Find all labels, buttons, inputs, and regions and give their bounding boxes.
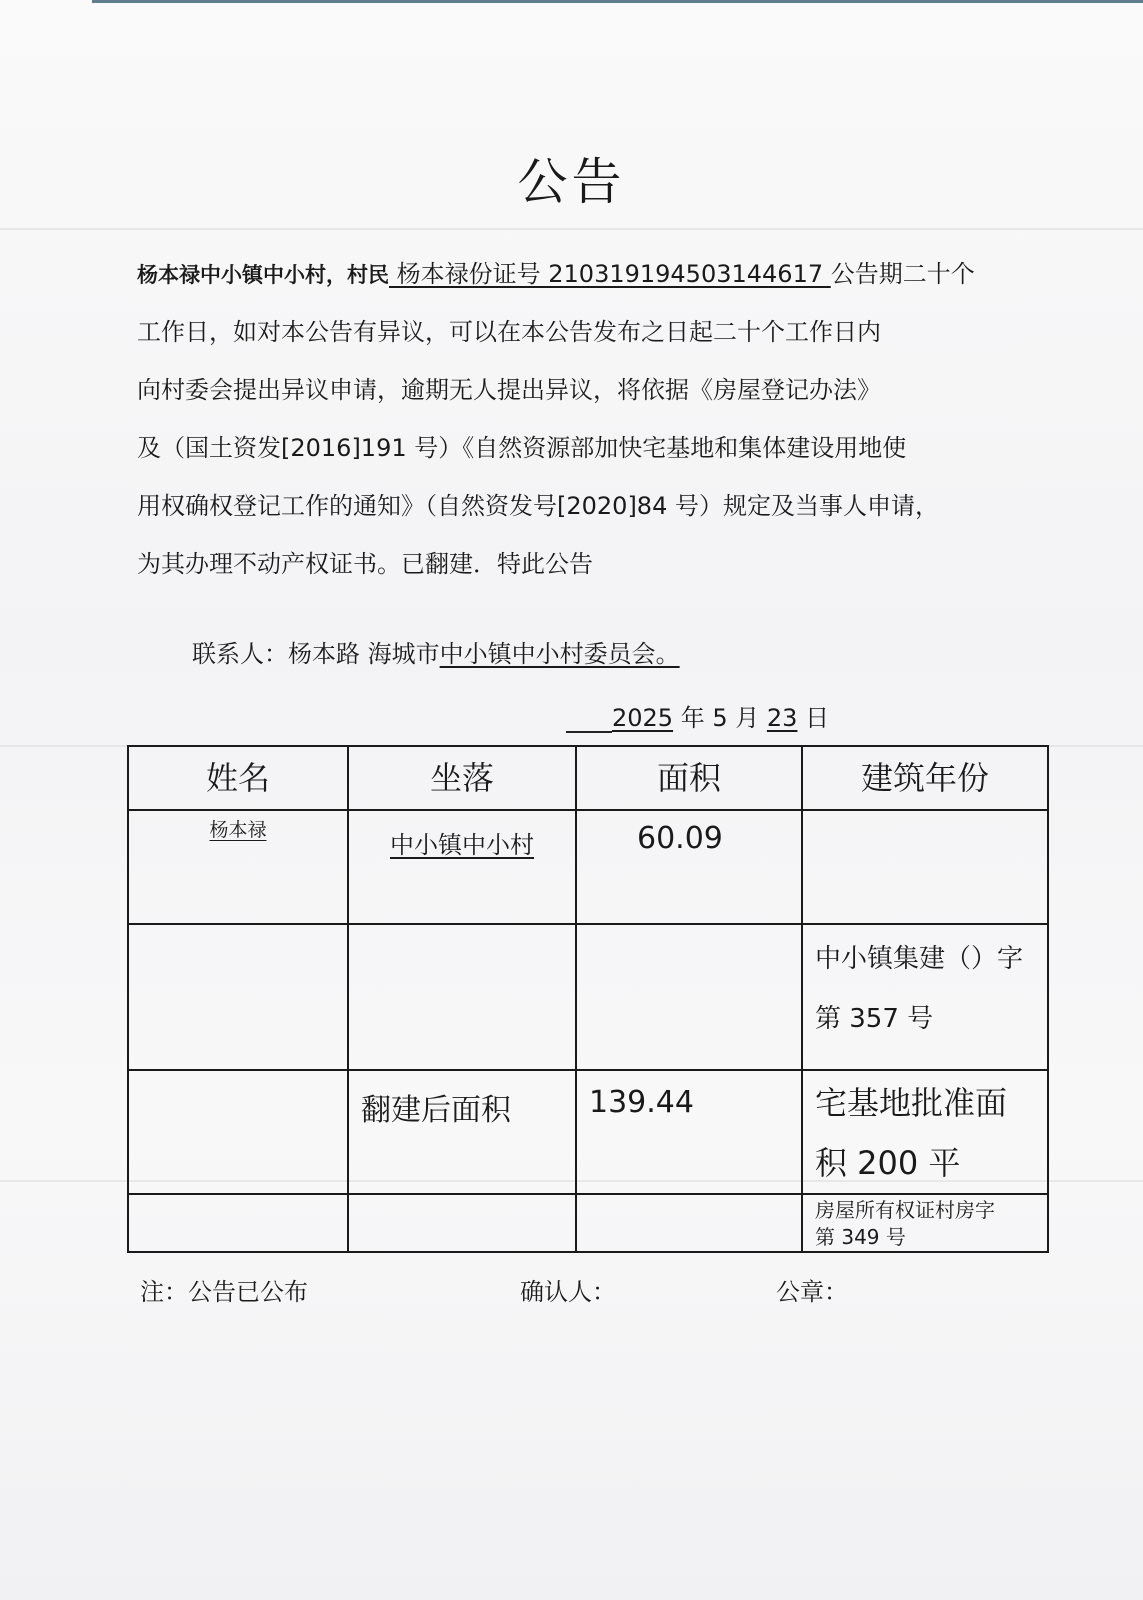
body-line-4: 及（国土资发[2016]191 号）《自然资源部加快宅基地和集体建设用地使	[137, 434, 907, 462]
cell-empty	[576, 924, 802, 1070]
contact-committee: 中小镇中小村委员会。	[439, 640, 680, 668]
cell-house-certificate: 房屋所有权证村房字 第 349 号	[802, 1194, 1048, 1252]
cell-area: 60.09	[576, 810, 802, 924]
notice-title: 公告	[517, 153, 626, 211]
contact-line: 联系人：杨本路 海城市中小镇中小村委员会。	[192, 640, 680, 668]
footer-confirmer: 确认人：	[520, 1278, 616, 1306]
cell-empty	[576, 1194, 802, 1252]
cell-rebuilt-area-label: 翻建后面积	[348, 1070, 576, 1194]
header-area: 面积	[576, 746, 802, 810]
cell-build-year	[802, 810, 1048, 924]
footer-seal: 公章：	[776, 1278, 848, 1306]
date-blank	[566, 730, 612, 733]
table-row	[128, 1070, 1048, 1194]
body-line-3: 向村委会提出异议申请，逾期无人提出异议，将依据《房屋登记办法》	[137, 376, 881, 404]
table-row	[128, 924, 1048, 1070]
header-build-year: 建筑年份	[802, 746, 1048, 810]
footer-note: 注：公告已公布	[140, 1278, 308, 1306]
cell-land-permit: 中小镇集建（）字 第 357 号	[802, 924, 1048, 1070]
property-table	[127, 745, 1049, 1253]
top-edge-line	[92, 0, 1143, 3]
cell-empty	[348, 1194, 576, 1252]
header-name: 姓名	[128, 746, 348, 810]
id-number-underlined: 杨本禄份证号 210319194503144617	[389, 260, 831, 288]
paper-fold	[0, 228, 1143, 230]
cell-rebuilt-area: 139.44	[576, 1070, 802, 1194]
body-line-6: 为其办理不动产权证书。已翻建．特此公告	[137, 550, 593, 578]
notice-date: 2025 年 5 月 23 日	[566, 698, 829, 733]
body-line-5: 用权确权登记工作的通知》（自然资发号[2020]84 号）规定及当事人申请，	[137, 492, 939, 520]
cell-name: 杨本禄	[128, 810, 348, 924]
table-header-row	[128, 746, 1048, 810]
table-row	[128, 1194, 1048, 1252]
cell-empty	[128, 924, 348, 1070]
header-location: 坐落	[348, 746, 576, 810]
table-row	[128, 810, 1048, 924]
body-line-1: 杨本禄中小镇中小村，村民 杨本禄份证号 210319194503144617 公告期二十个	[137, 260, 975, 288]
body-line-2: 工作日，如对本公告有异议，可以在本公告发布之日起二十个工作日内	[137, 318, 881, 346]
cell-empty	[348, 924, 576, 1070]
cell-empty	[128, 1194, 348, 1252]
cell-location: 中小镇中小村	[348, 810, 576, 924]
cell-approved-area: 宅基地批准面 积 200 平	[802, 1070, 1048, 1194]
cell-empty	[128, 1070, 348, 1194]
